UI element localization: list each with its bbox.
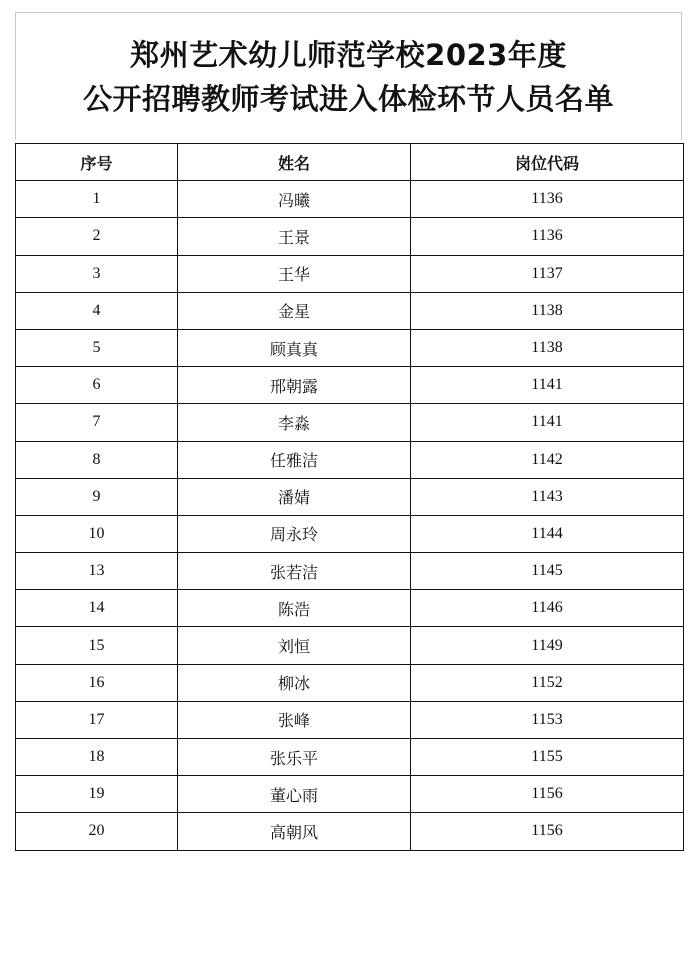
- column-header-serial: 序号: [16, 144, 178, 181]
- table-row: [16, 367, 684, 404]
- table-body: [16, 181, 684, 850]
- cell-serial: 3: [16, 255, 178, 292]
- cell-serial: 10: [16, 515, 178, 552]
- table-row: [16, 664, 684, 701]
- table-row: [16, 776, 684, 813]
- cell-position-code: 1138: [411, 292, 684, 329]
- document-title-line-1: 郑州艺术幼儿师范学校2023年度: [130, 37, 567, 72]
- cell-serial: 19: [16, 776, 178, 813]
- table-row: [16, 329, 684, 366]
- cell-position-code: 1152: [411, 664, 684, 701]
- cell-name: 潘婧: [178, 478, 411, 515]
- cell-position-code: 1143: [411, 478, 684, 515]
- cell-serial: 14: [16, 590, 178, 627]
- cell-serial: 13: [16, 553, 178, 590]
- cell-name: 顾真真: [178, 329, 411, 366]
- cell-serial: 20: [16, 813, 178, 850]
- cell-position-code: 1138: [411, 329, 684, 366]
- cell-position-code: 1142: [411, 441, 684, 478]
- cell-position-code: 1136: [411, 181, 684, 218]
- cell-position-code: 1146: [411, 590, 684, 627]
- cell-position-code: 1141: [411, 404, 684, 441]
- cell-name: 张若洁: [178, 553, 411, 590]
- table-header-row: [16, 144, 684, 181]
- cell-name: 柳冰: [178, 664, 411, 701]
- cell-name: 任雅洁: [178, 441, 411, 478]
- roster-table: [15, 143, 684, 851]
- cell-name: 王华: [178, 255, 411, 292]
- cell-name: 刘恒: [178, 627, 411, 664]
- table-row: [16, 441, 684, 478]
- cell-name: 陈浩: [178, 590, 411, 627]
- table-row: [16, 404, 684, 441]
- table-row: [16, 292, 684, 329]
- table-row: [16, 590, 684, 627]
- cell-serial: 16: [16, 664, 178, 701]
- table-row: [16, 739, 684, 776]
- cell-position-code: 1136: [411, 218, 684, 255]
- cell-serial: 8: [16, 441, 178, 478]
- cell-serial: 6: [16, 367, 178, 404]
- cell-name: 高朝风: [178, 813, 411, 850]
- cell-name: 董心雨: [178, 776, 411, 813]
- cell-serial: 1: [16, 181, 178, 218]
- cell-position-code: 1155: [411, 739, 684, 776]
- table-row: [16, 813, 684, 850]
- cell-serial: 17: [16, 701, 178, 738]
- table-row: [16, 478, 684, 515]
- cell-name: 王景: [178, 218, 411, 255]
- table-row: [16, 515, 684, 552]
- table-row: [16, 553, 684, 590]
- cell-name: 张乐平: [178, 739, 411, 776]
- cell-position-code: 1137: [411, 255, 684, 292]
- column-header-position-code: 岗位代码: [411, 144, 684, 181]
- cell-name: 周永玲: [178, 515, 411, 552]
- column-header-name: 姓名: [178, 144, 411, 181]
- table-row: [16, 255, 684, 292]
- cell-serial: 4: [16, 292, 178, 329]
- table-row: [16, 181, 684, 218]
- cell-serial: 9: [16, 478, 178, 515]
- cell-position-code: 1145: [411, 553, 684, 590]
- cell-position-code: 1144: [411, 515, 684, 552]
- cell-position-code: 1141: [411, 367, 684, 404]
- cell-name: 张峰: [178, 701, 411, 738]
- document-title-block: [15, 12, 682, 140]
- cell-serial: 15: [16, 627, 178, 664]
- document-title-line-2: 公开招聘教师考试进入体检环节人员名单: [82, 81, 614, 116]
- table-row: [16, 701, 684, 738]
- cell-name: 冯曦: [178, 181, 411, 218]
- cell-name: 金星: [178, 292, 411, 329]
- cell-position-code: 1153: [411, 701, 684, 738]
- cell-position-code: 1149: [411, 627, 684, 664]
- table-row: [16, 218, 684, 255]
- cell-serial: 18: [16, 739, 178, 776]
- cell-serial: 2: [16, 218, 178, 255]
- cell-name: 李淼: [178, 404, 411, 441]
- cell-serial: 5: [16, 329, 178, 366]
- cell-position-code: 1156: [411, 813, 684, 850]
- cell-serial: 7: [16, 404, 178, 441]
- cell-position-code: 1156: [411, 776, 684, 813]
- cell-name: 邢朝露: [178, 367, 411, 404]
- table-row: [16, 627, 684, 664]
